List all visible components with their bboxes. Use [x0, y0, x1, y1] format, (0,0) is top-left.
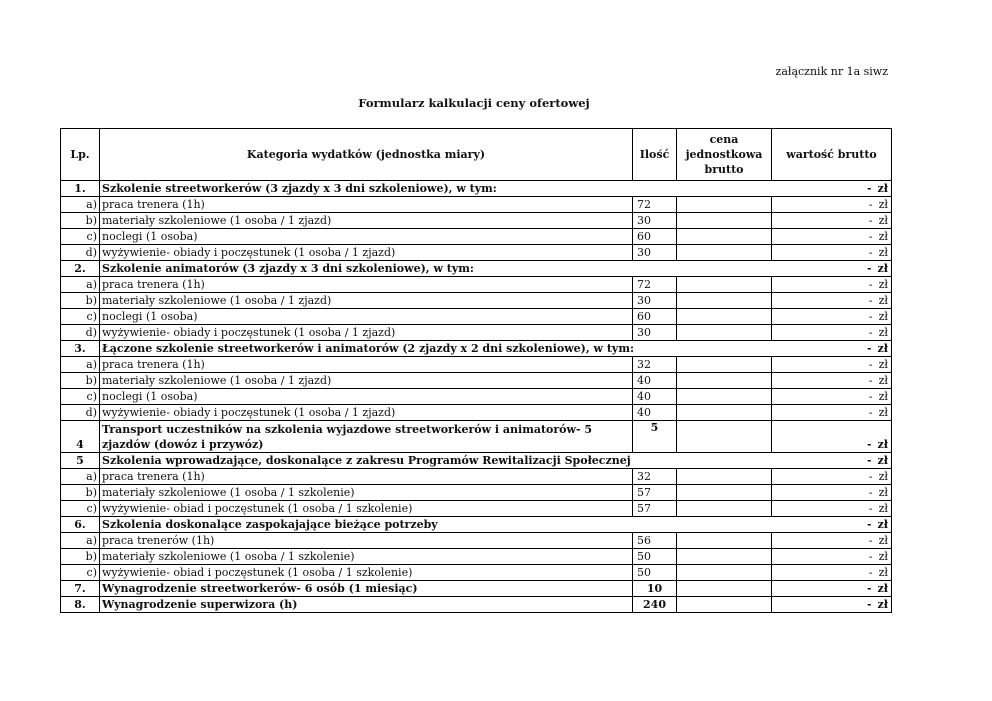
row-gross-value [772, 293, 892, 309]
row-quantity: 32 [633, 357, 677, 373]
row-category: Szkolenia doskonalące zaspokajające bieżące potrzeby [100, 517, 772, 533]
row-number: c) [61, 565, 100, 581]
row-number: 3. [61, 341, 100, 357]
value-dash: - [866, 262, 872, 275]
row-gross-value [772, 453, 892, 469]
table-row [61, 245, 892, 261]
row-quantity: 60 [633, 229, 677, 245]
row-quantity: 40 [633, 405, 677, 421]
row-number: c) [61, 229, 100, 245]
row-gross-value [772, 229, 892, 245]
row-unit-price [677, 325, 772, 341]
value-dash: - [866, 598, 872, 611]
currency-label: zł [877, 454, 888, 467]
row-number: b) [61, 213, 100, 229]
row-number: a) [61, 277, 100, 293]
table-row [61, 501, 892, 517]
table-row [61, 485, 892, 501]
row-number: d) [61, 245, 100, 261]
table-row [61, 213, 892, 229]
currency-label: zł [878, 470, 888, 483]
value-dash: - [868, 246, 873, 259]
currency-label: zł [878, 502, 888, 515]
value-dash: - [866, 582, 872, 595]
value-dash: - [868, 198, 873, 211]
row-number: 2. [61, 261, 100, 277]
row-category: Transport uczestników na szkolenia wyjazdowe streetworkerów i animatorów- 5 zjazdów (dowóz i przywóz) [100, 421, 633, 453]
table-row [61, 325, 892, 341]
row-quantity: 50 [633, 549, 677, 565]
row-unit-price [677, 581, 772, 597]
value-dash: - [868, 294, 873, 307]
row-unit-price [677, 389, 772, 405]
currency-label: zł [877, 438, 888, 451]
row-gross-value [772, 405, 892, 421]
table-row [61, 565, 892, 581]
table-header-row [61, 129, 892, 181]
value-dash: - [866, 342, 872, 355]
row-quantity: 57 [633, 501, 677, 517]
value-dash: - [868, 406, 873, 419]
currency-label: zł [878, 550, 888, 563]
value-dash: - [868, 566, 873, 579]
row-category: wyżywienie- obiad i poczęstunek (1 osoba / 1 szkolenie) [100, 565, 633, 581]
row-unit-price [677, 373, 772, 389]
row-quantity: 40 [633, 389, 677, 405]
row-number: d) [61, 405, 100, 421]
row-gross-value [772, 245, 892, 261]
currency-label: zł [877, 182, 888, 195]
row-category: Szkolenie animatorów (3 zjazdy x 3 dni szkoleniowe), w tym: [100, 261, 772, 277]
row-quantity: 240 [633, 597, 677, 613]
row-category: materiały szkoleniowe (1 osoba / 1 szkolenie) [100, 485, 633, 501]
row-category: materiały szkoleniowe (1 osoba / 1 szkolenie) [100, 549, 633, 565]
row-unit-price [677, 533, 772, 549]
value-dash: - [868, 470, 873, 483]
table-row [61, 277, 892, 293]
header-unit-price: cena jednostkowa brutto [677, 129, 772, 181]
row-gross-value [772, 549, 892, 565]
value-dash: - [868, 278, 873, 291]
row-unit-price [677, 485, 772, 501]
header-gross-value: wartość brutto [772, 129, 892, 181]
annex-label: załącznik nr 1a siwz [775, 65, 888, 78]
row-unit-price [677, 357, 772, 373]
currency-label: zł [878, 294, 888, 307]
currency-label: zł [877, 262, 888, 275]
row-number: d) [61, 325, 100, 341]
row-number: c) [61, 501, 100, 517]
row-number: 5 [61, 453, 100, 469]
row-category: wyżywienie- obiady i poczęstunek (1 osoba / 1 zjazd) [100, 325, 633, 341]
row-number: a) [61, 469, 100, 485]
row-gross-value [772, 341, 892, 357]
row-number: c) [61, 389, 100, 405]
row-category: Wynagrodzenie streetworkerów- 6 osób (1 miesiąc) [100, 581, 633, 597]
row-quantity: 56 [633, 533, 677, 549]
row-unit-price [677, 293, 772, 309]
row-quantity: 5 [633, 421, 677, 453]
table-row [61, 389, 892, 405]
row-quantity: 72 [633, 277, 677, 293]
value-dash: - [868, 390, 873, 403]
row-gross-value [772, 325, 892, 341]
currency-label: zł [878, 566, 888, 579]
row-gross-value [772, 261, 892, 277]
row-gross-value [772, 565, 892, 581]
currency-label: zł [878, 246, 888, 259]
row-unit-price [677, 277, 772, 293]
row-gross-value [772, 485, 892, 501]
row-number: b) [61, 549, 100, 565]
table-row [61, 261, 892, 277]
currency-label: zł [878, 198, 888, 211]
row-number: a) [61, 357, 100, 373]
row-category: praca trenera (1h) [100, 197, 633, 213]
currency-label: zł [878, 278, 888, 291]
row-category: materiały szkoleniowe (1 osoba / 1 zjazd) [100, 213, 633, 229]
value-dash: - [868, 310, 873, 323]
row-category: Wynagrodzenie superwizora (h) [100, 597, 633, 613]
value-dash: - [868, 502, 873, 515]
row-gross-value [772, 197, 892, 213]
table-row [61, 453, 892, 469]
row-gross-value [772, 501, 892, 517]
row-category: praca trenera (1h) [100, 277, 633, 293]
table-row [61, 341, 892, 357]
row-unit-price [677, 565, 772, 581]
value-dash: - [868, 358, 873, 371]
row-unit-price [677, 549, 772, 565]
value-dash: - [866, 438, 872, 451]
table-row [61, 373, 892, 389]
table-row [61, 229, 892, 245]
currency-label: zł [877, 518, 888, 531]
row-unit-price [677, 197, 772, 213]
row-gross-value [772, 373, 892, 389]
value-dash: - [868, 230, 873, 243]
table-row [61, 533, 892, 549]
value-dash: - [866, 182, 872, 195]
row-number: 6. [61, 517, 100, 533]
currency-label: zł [878, 358, 888, 371]
form-title: Formularz kalkulacji ceny ofertowej [358, 96, 590, 110]
row-gross-value [772, 389, 892, 405]
value-dash: - [868, 550, 873, 563]
row-gross-value [772, 533, 892, 549]
value-dash: - [866, 454, 872, 467]
row-unit-price [677, 597, 772, 613]
row-number: 7. [61, 581, 100, 597]
table-row [61, 181, 892, 197]
row-category: praca trenerów (1h) [100, 533, 633, 549]
value-dash: - [866, 518, 872, 531]
row-number: c) [61, 309, 100, 325]
currency-label: zł [878, 230, 888, 243]
row-category: wyżywienie- obiady i poczęstunek (1 osoba / 1 zjazd) [100, 405, 633, 421]
row-quantity: 30 [633, 293, 677, 309]
row-quantity: 60 [633, 309, 677, 325]
row-category: Szkolenie streetworkerów (3 zjazdy x 3 dni szkoleniowe), w tym: [100, 181, 772, 197]
row-gross-value [772, 277, 892, 293]
table-row [61, 469, 892, 485]
row-quantity: 10 [633, 581, 677, 597]
currency-label: zł [878, 406, 888, 419]
row-unit-price [677, 405, 772, 421]
header-category: Kategoria wydatków (jednostka miary) [100, 129, 633, 181]
currency-label: zł [878, 214, 888, 227]
row-quantity: 30 [633, 325, 677, 341]
row-quantity: 30 [633, 213, 677, 229]
row-unit-price [677, 309, 772, 325]
currency-label: zł [877, 598, 888, 611]
row-category: materiały szkoleniowe (1 osoba / 1 zjazd) [100, 293, 633, 309]
header-lp: Lp. [61, 129, 100, 181]
row-unit-price [677, 213, 772, 229]
row-unit-price [677, 245, 772, 261]
row-category: materiały szkoleniowe (1 osoba / 1 zjazd) [100, 373, 633, 389]
table-row [61, 293, 892, 309]
row-category: noclegi (1 osoba) [100, 309, 633, 325]
row-unit-price [677, 421, 772, 453]
row-quantity: 40 [633, 373, 677, 389]
row-gross-value [772, 421, 892, 453]
row-number: a) [61, 197, 100, 213]
row-gross-value [772, 181, 892, 197]
value-dash: - [868, 534, 873, 547]
table-row [61, 581, 892, 597]
row-quantity: 72 [633, 197, 677, 213]
header-quantity: Ilość [633, 129, 677, 181]
currency-label: zł [878, 390, 888, 403]
row-category: noclegi (1 osoba) [100, 229, 633, 245]
row-number: 8. [61, 597, 100, 613]
row-gross-value [772, 357, 892, 373]
row-category: Łączone szkolenie streetworkerów i animatorów (2 zjazdy x 2 dni szkoleniowe), w tym: [100, 341, 772, 357]
table-row [61, 405, 892, 421]
cost-calculation-table [60, 128, 892, 613]
value-dash: - [868, 486, 873, 499]
row-number: b) [61, 293, 100, 309]
row-quantity: 32 [633, 469, 677, 485]
row-unit-price [677, 469, 772, 485]
row-category: wyżywienie- obiady i poczęstunek (1 osoba / 1 zjazd) [100, 245, 633, 261]
row-number: b) [61, 373, 100, 389]
value-dash: - [868, 374, 873, 387]
row-number: 4 [61, 421, 100, 453]
table-row [61, 597, 892, 613]
row-category: Szkolenia wprowadzające, doskonalące z zakresu Programów Rewitalizacji Społecznej [100, 453, 772, 469]
row-quantity: 30 [633, 245, 677, 261]
currency-label: zł [878, 486, 888, 499]
row-gross-value [772, 597, 892, 613]
row-gross-value [772, 469, 892, 485]
table-row [61, 197, 892, 213]
currency-label: zł [877, 342, 888, 355]
row-category: noclegi (1 osoba) [100, 389, 633, 405]
table-row [61, 517, 892, 533]
row-number: 1. [61, 181, 100, 197]
currency-label: zł [878, 326, 888, 339]
value-dash: - [868, 326, 873, 339]
row-quantity: 50 [633, 565, 677, 581]
row-gross-value [772, 517, 892, 533]
row-gross-value [772, 213, 892, 229]
table-row [61, 421, 892, 453]
table-row [61, 357, 892, 373]
currency-label: zł [878, 310, 888, 323]
row-unit-price [677, 501, 772, 517]
table-row [61, 309, 892, 325]
row-unit-price [677, 229, 772, 245]
table-row [61, 549, 892, 565]
currency-label: zł [878, 374, 888, 387]
row-gross-value [772, 309, 892, 325]
row-category: wyżywienie- obiad i poczęstunek (1 osoba / 1 szkolenie) [100, 501, 633, 517]
row-number: b) [61, 485, 100, 501]
row-category: praca trenera (1h) [100, 357, 633, 373]
value-dash: - [868, 214, 873, 227]
row-number: a) [61, 533, 100, 549]
currency-label: zł [878, 534, 888, 547]
row-category: praca trenera (1h) [100, 469, 633, 485]
row-quantity: 57 [633, 485, 677, 501]
currency-label: zł [877, 582, 888, 595]
row-gross-value [772, 581, 892, 597]
